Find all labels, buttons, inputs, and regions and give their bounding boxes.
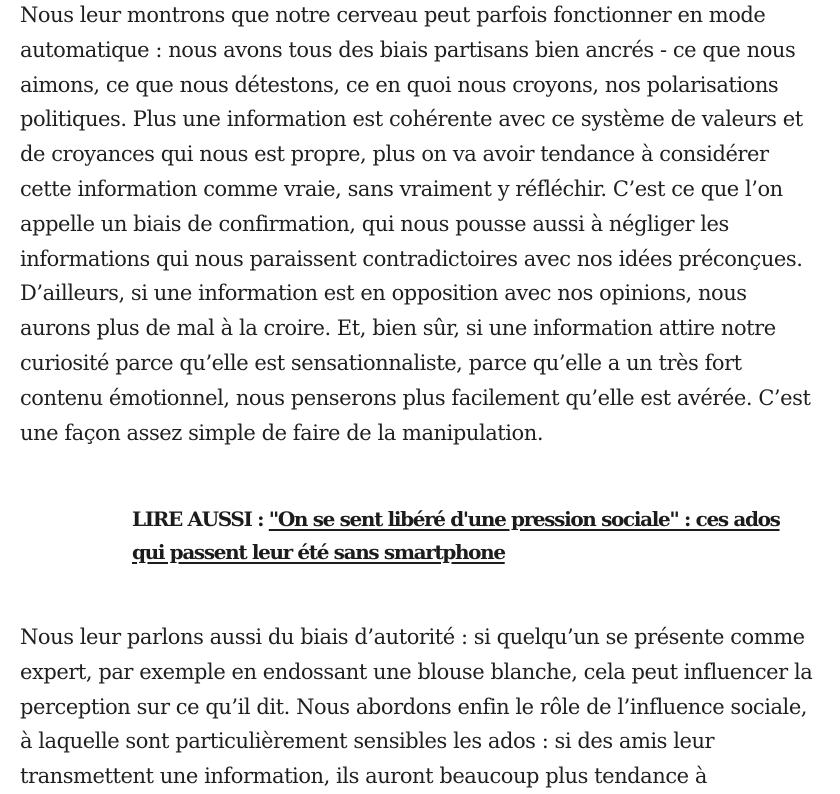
read-also-line <box>132 536 780 569</box>
text-line: Nous leur montrons que notre cerveau peut parfois fonctionner en mode <box>20 3 766 27</box>
text-line: perception sur ce qu’il dit. Nous abordons enfin le rôle de l’influence sociale, <box>20 694 808 719</box>
text-line: expert, par exemple en endossant une blouse blanche, cela peut influencer la <box>20 659 813 684</box>
read-also-line <box>132 503 780 536</box>
text-line: aurons plus de mal à la croire. Et, bien sûr, si une information attire notre <box>20 316 776 341</box>
text-line: aimons, ce que nous détestons, ce en quoi nous croyons, nos polarisations <box>20 72 779 97</box>
text-line: informations qui nous paraissent contradictoires avec nos idées préconçues. <box>20 246 803 271</box>
text-line: Nous leur parlons aussi du biais d’autorité : si quelqu’un se présente comme <box>20 625 805 649</box>
read-also-box <box>132 503 780 569</box>
text-line: politiques. Plus une information est cohérente avec ce système de valeurs et <box>20 107 803 132</box>
text-line: une façon assez simple de faire de la manipulation. <box>20 420 544 445</box>
read-also-label: LIRE AUSSI : <box>132 507 269 531</box>
read-also-link[interactable]: "On se sent libéré d'une pression sociale" : ces ados <box>268 507 780 531</box>
text-line: appelle un biais de confirmation, qui nous pousse aussi à négliger les <box>20 211 729 236</box>
text-line: D’ailleurs, si une information est en opposition avec nos opinions, nous <box>20 281 747 306</box>
text-line: automatique : nous avons tous des biais partisans bien ancrés - ce que nous <box>20 37 796 62</box>
read-also-link-continued[interactable]: qui passent leur été sans smartphone <box>132 540 505 564</box>
text-line: transmettent une information, ils auront beaucoup plus tendance à <box>20 764 707 789</box>
text-line: curiosité parce qu’elle est sensationnaliste, parce qu’elle a un très fort <box>20 350 742 375</box>
paragraph-confirmation-bias <box>20 0 810 450</box>
paragraph-authority-bias <box>20 620 812 794</box>
text-line: à laquelle sont particulièrement sensibles les ados : si des amis leur <box>20 729 715 754</box>
text-line: cette information comme vraie, sans vraiment y réfléchir. C’est ce que l’on <box>20 176 783 201</box>
text-line: de croyances qui nous est propre, plus on va avoir tendance à considérer <box>20 142 769 167</box>
text-line: contenu émotionnel, nous penserons plus facilement qu’elle est avérée. C’est <box>20 385 811 410</box>
